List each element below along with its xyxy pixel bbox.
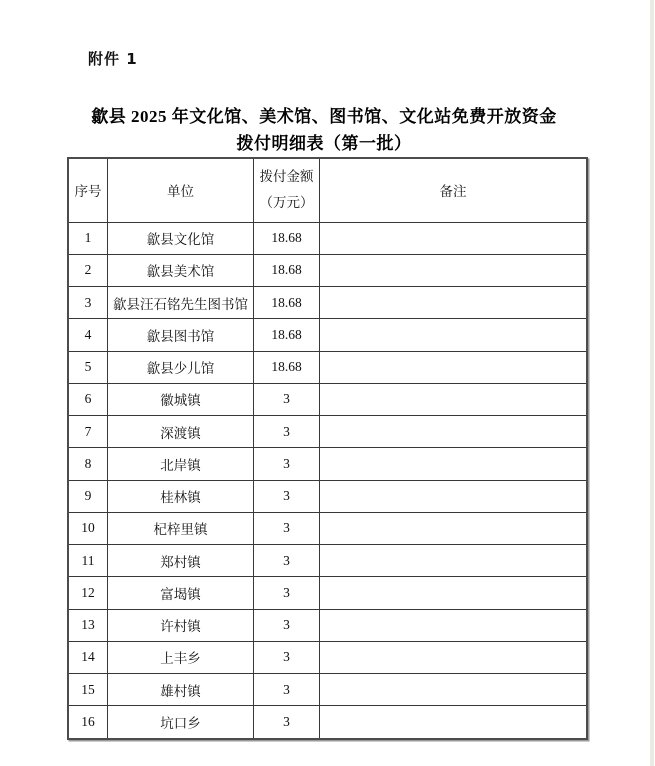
row-unit-cell: 歙县少儿馆 [108,351,254,383]
row-index-cell: 8 [68,448,108,480]
row-unit-cell: 坑口乡 [108,706,254,739]
row-index-cell: 13 [68,609,108,641]
row-amount-cell: 18.68 [254,351,320,383]
table-row [68,480,587,512]
row-note-cell [320,319,588,351]
row-index-cell: 3 [68,287,108,319]
table-row [68,254,587,286]
row-unit-cell: 雄村镇 [108,674,254,706]
row-index-cell: 2 [68,254,108,286]
row-index-cell: 5 [68,351,108,383]
row-note-cell [320,480,588,512]
row-amount-cell: 3 [254,641,320,673]
header-amount-line-1: 拨付金额 [259,169,314,185]
row-index-cell: 1 [68,222,108,254]
row-unit-cell: 桂林镇 [108,480,254,512]
row-index-cell: 9 [68,480,108,512]
table-row [68,577,587,609]
row-index-cell: 7 [68,416,108,448]
row-note-cell [320,222,588,254]
row-amount-cell: 3 [254,706,320,739]
row-note-cell [320,674,588,706]
table-row [68,383,587,415]
table-row [68,609,587,641]
header-unit: 单位 [108,158,254,222]
row-index-cell: 10 [68,512,108,544]
row-amount-cell: 3 [254,609,320,641]
header-note: 备注 [320,158,588,222]
header-amount-line-2: （万元） [259,195,314,211]
table-row [68,674,587,706]
title-line-1: 歙县 2025 年文化馆、美术馆、图书馆、文化站免费开放资金 [91,107,557,126]
row-note-cell [320,577,588,609]
row-unit-cell: 上丰乡 [108,641,254,673]
row-amount-cell: 3 [254,577,320,609]
row-index-cell: 6 [68,383,108,415]
row-index-cell: 16 [68,706,108,739]
row-unit-cell: 富堨镇 [108,577,254,609]
row-unit-cell: 歙县图书馆 [108,319,254,351]
row-amount-cell: 18.68 [254,254,320,286]
header-index: 序号 [68,158,108,222]
row-note-cell [320,545,588,577]
header-amount [254,158,320,222]
row-note-cell [320,448,588,480]
row-amount-cell: 3 [254,545,320,577]
row-index-cell: 15 [68,674,108,706]
page-edge-strip [650,0,654,766]
row-index-cell: 11 [68,545,108,577]
row-unit-cell: 徽城镇 [108,383,254,415]
title-line-2: 拨付明细表（第一批） [236,134,412,153]
table-row [68,351,587,383]
row-amount-cell: 3 [254,383,320,415]
row-note-cell [320,641,588,673]
table-row [68,641,587,673]
row-note-cell [320,512,588,544]
row-unit-cell: 郑村镇 [108,545,254,577]
row-unit-cell: 歙县文化馆 [108,222,254,254]
allocation-table [67,157,588,740]
row-index-cell: 14 [68,641,108,673]
row-note-cell [320,254,588,286]
row-amount-cell: 3 [254,416,320,448]
row-amount-cell: 18.68 [254,222,320,254]
row-note-cell [320,351,588,383]
row-unit-cell: 杞梓里镇 [108,512,254,544]
row-unit-cell: 许村镇 [108,609,254,641]
table-header-row [68,158,587,222]
row-unit-cell: 北岸镇 [108,448,254,480]
row-index-cell: 4 [68,319,108,351]
row-unit-cell: 歙县汪石铭先生图书馆 [108,287,254,319]
row-note-cell [320,609,588,641]
row-amount-cell: 3 [254,674,320,706]
row-note-cell [320,416,588,448]
table-row [68,416,587,448]
row-amount-cell: 3 [254,512,320,544]
row-note-cell [320,287,588,319]
attachment-label: 附件 1 [88,50,138,68]
table-row [68,512,587,544]
row-note-cell [320,383,588,415]
table-row [68,287,587,319]
row-amount-cell: 18.68 [254,287,320,319]
row-index-cell: 12 [68,577,108,609]
row-unit-cell: 深渡镇 [108,416,254,448]
table-row [68,222,587,254]
table-row [68,545,587,577]
row-amount-cell: 3 [254,480,320,512]
row-amount-cell: 3 [254,448,320,480]
document-title [0,103,648,157]
table-row [68,319,587,351]
table-row [68,448,587,480]
table-row [68,706,587,739]
row-amount-cell: 18.68 [254,319,320,351]
row-note-cell [320,706,588,739]
row-unit-cell: 歙县美术馆 [108,254,254,286]
